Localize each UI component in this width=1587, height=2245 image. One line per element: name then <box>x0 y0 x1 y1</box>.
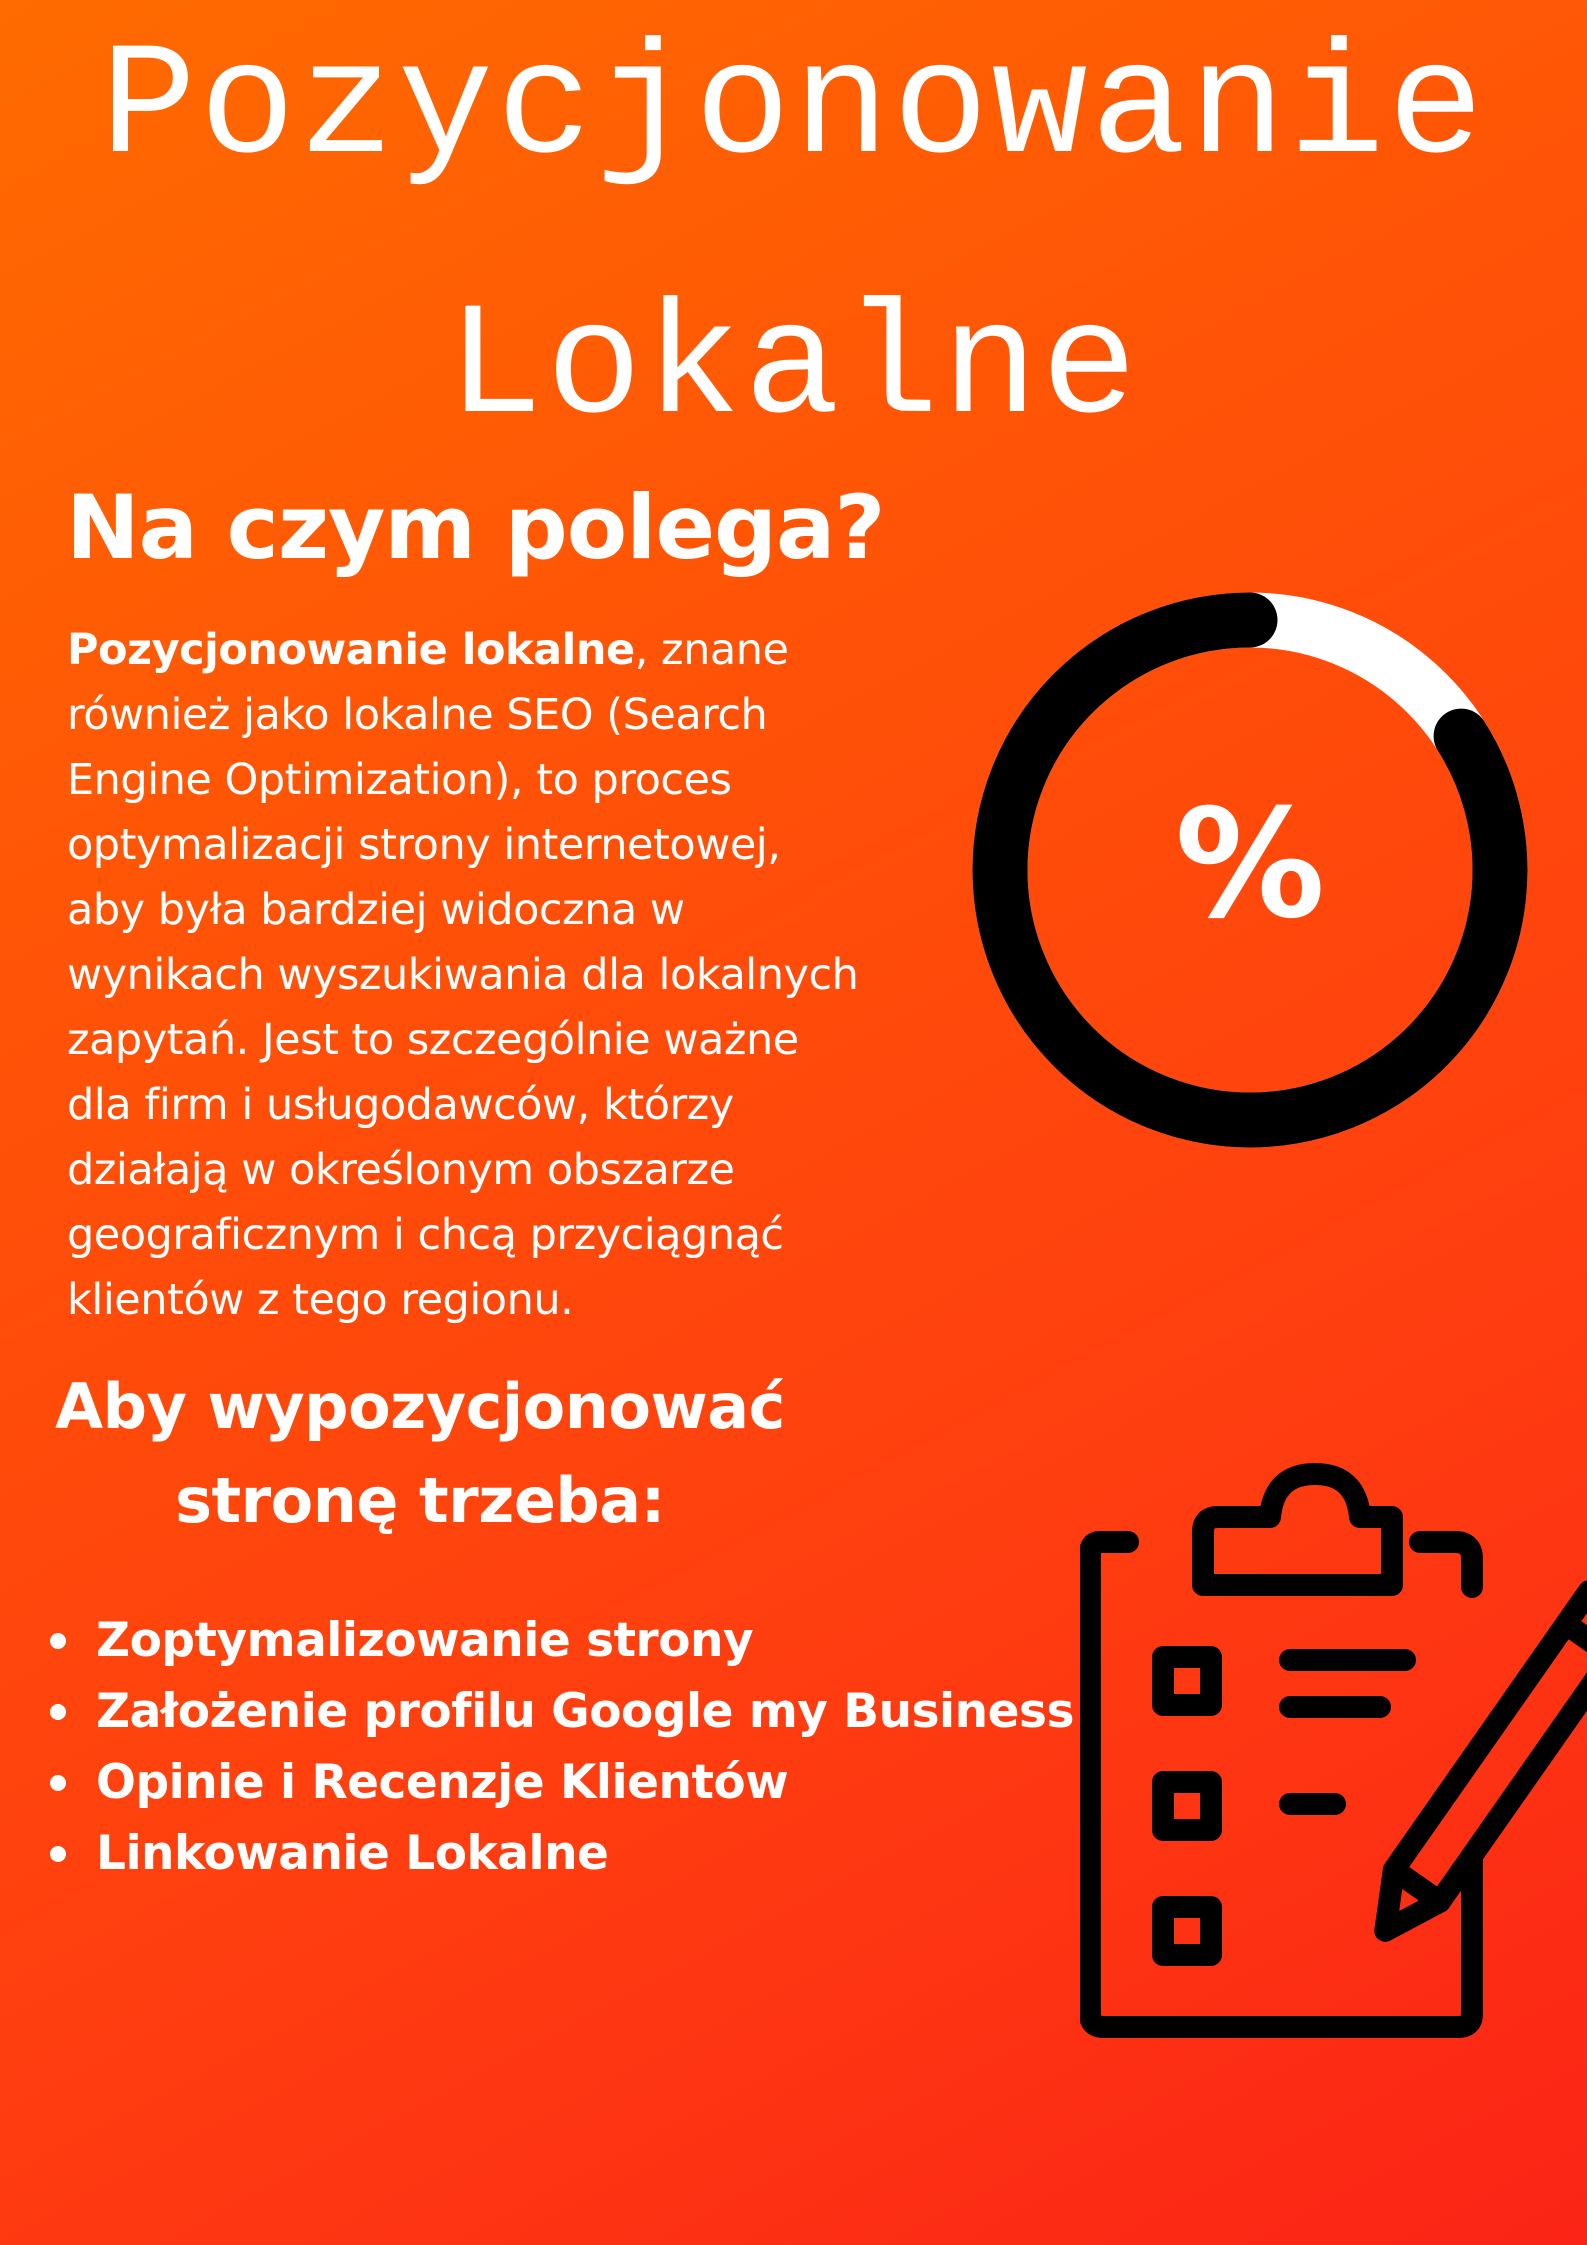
description-line-4: optymalizacji strony internetowej, <box>67 820 781 870</box>
bullet-icon <box>50 1775 66 1791</box>
pencil-cap <box>1566 1591 1587 1656</box>
description-line-1 <box>67 618 937 683</box>
checkbox-icon <box>1163 1907 1211 1955</box>
pencil-body <box>1394 1624 1587 1902</box>
list-item-label: Założenie profilu Google my Business <box>96 1684 1074 1739</box>
bullet-icon <box>50 1633 66 1649</box>
clipboard-clip-icon <box>1203 1474 1392 1585</box>
steps-heading-line-2: stronę trzeba: <box>175 1464 665 1537</box>
steps-heading <box>0 1360 840 1548</box>
checkbox-icon <box>1163 1782 1211 1830</box>
description-line-5: aby była bardziej widoczna w <box>67 885 685 935</box>
list-item-label: Opinie i Recenzje Klientów <box>96 1755 789 1810</box>
list-item-label: Linkowanie Lokalne <box>96 1826 609 1881</box>
description-paragraph <box>67 618 937 1333</box>
description-line-10: geograficznym i chcą przyciągnąć <box>67 1210 784 1260</box>
description-line-3: Engine Optimization), to proces <box>67 755 732 805</box>
description-line-1-rest: , znane <box>634 625 789 675</box>
clipboard-board-top-right <box>1420 1542 1472 1587</box>
checkbox-icon <box>1163 1657 1211 1705</box>
description-line-2: również jako lokalne SEO (Search <box>67 690 768 740</box>
title-line-1: Pozycjonowanie <box>100 19 1487 200</box>
list-item <box>50 1676 1074 1747</box>
description-line-7: zapytań. Jest to szczególnie ważne <box>67 1015 799 1065</box>
steps-list <box>50 1605 1074 1889</box>
list-item <box>50 1605 1074 1676</box>
clipboard-board-outline <box>1090 1542 1472 2027</box>
description-line-11: klientów z tego regionu. <box>67 1275 574 1325</box>
list-item <box>50 1747 1074 1818</box>
clipboard-checklist-pencil-icon <box>1080 1462 1587 2042</box>
bullet-icon <box>50 1704 66 1720</box>
bullet-icon <box>50 1846 66 1862</box>
percent-symbol: % <box>1174 778 1326 952</box>
section-heading: Na czym polega? <box>66 476 885 579</box>
list-item-label: Zoptymalizowanie strony <box>96 1613 754 1668</box>
title-line-2: Lokalne <box>446 279 1141 460</box>
description-line-8: dla firm i usługodawców, którzy <box>67 1080 734 1130</box>
description-line-9: działają w określonym obszarze <box>67 1145 735 1195</box>
list-item <box>50 1818 1074 1889</box>
steps-heading-line-1: Aby wypozycjonować <box>55 1370 785 1443</box>
description-bold-term: Pozycjonowanie lokalne <box>67 625 635 675</box>
description-line-6: wynikach wyszukiwania dla lokalnych <box>67 950 859 1000</box>
